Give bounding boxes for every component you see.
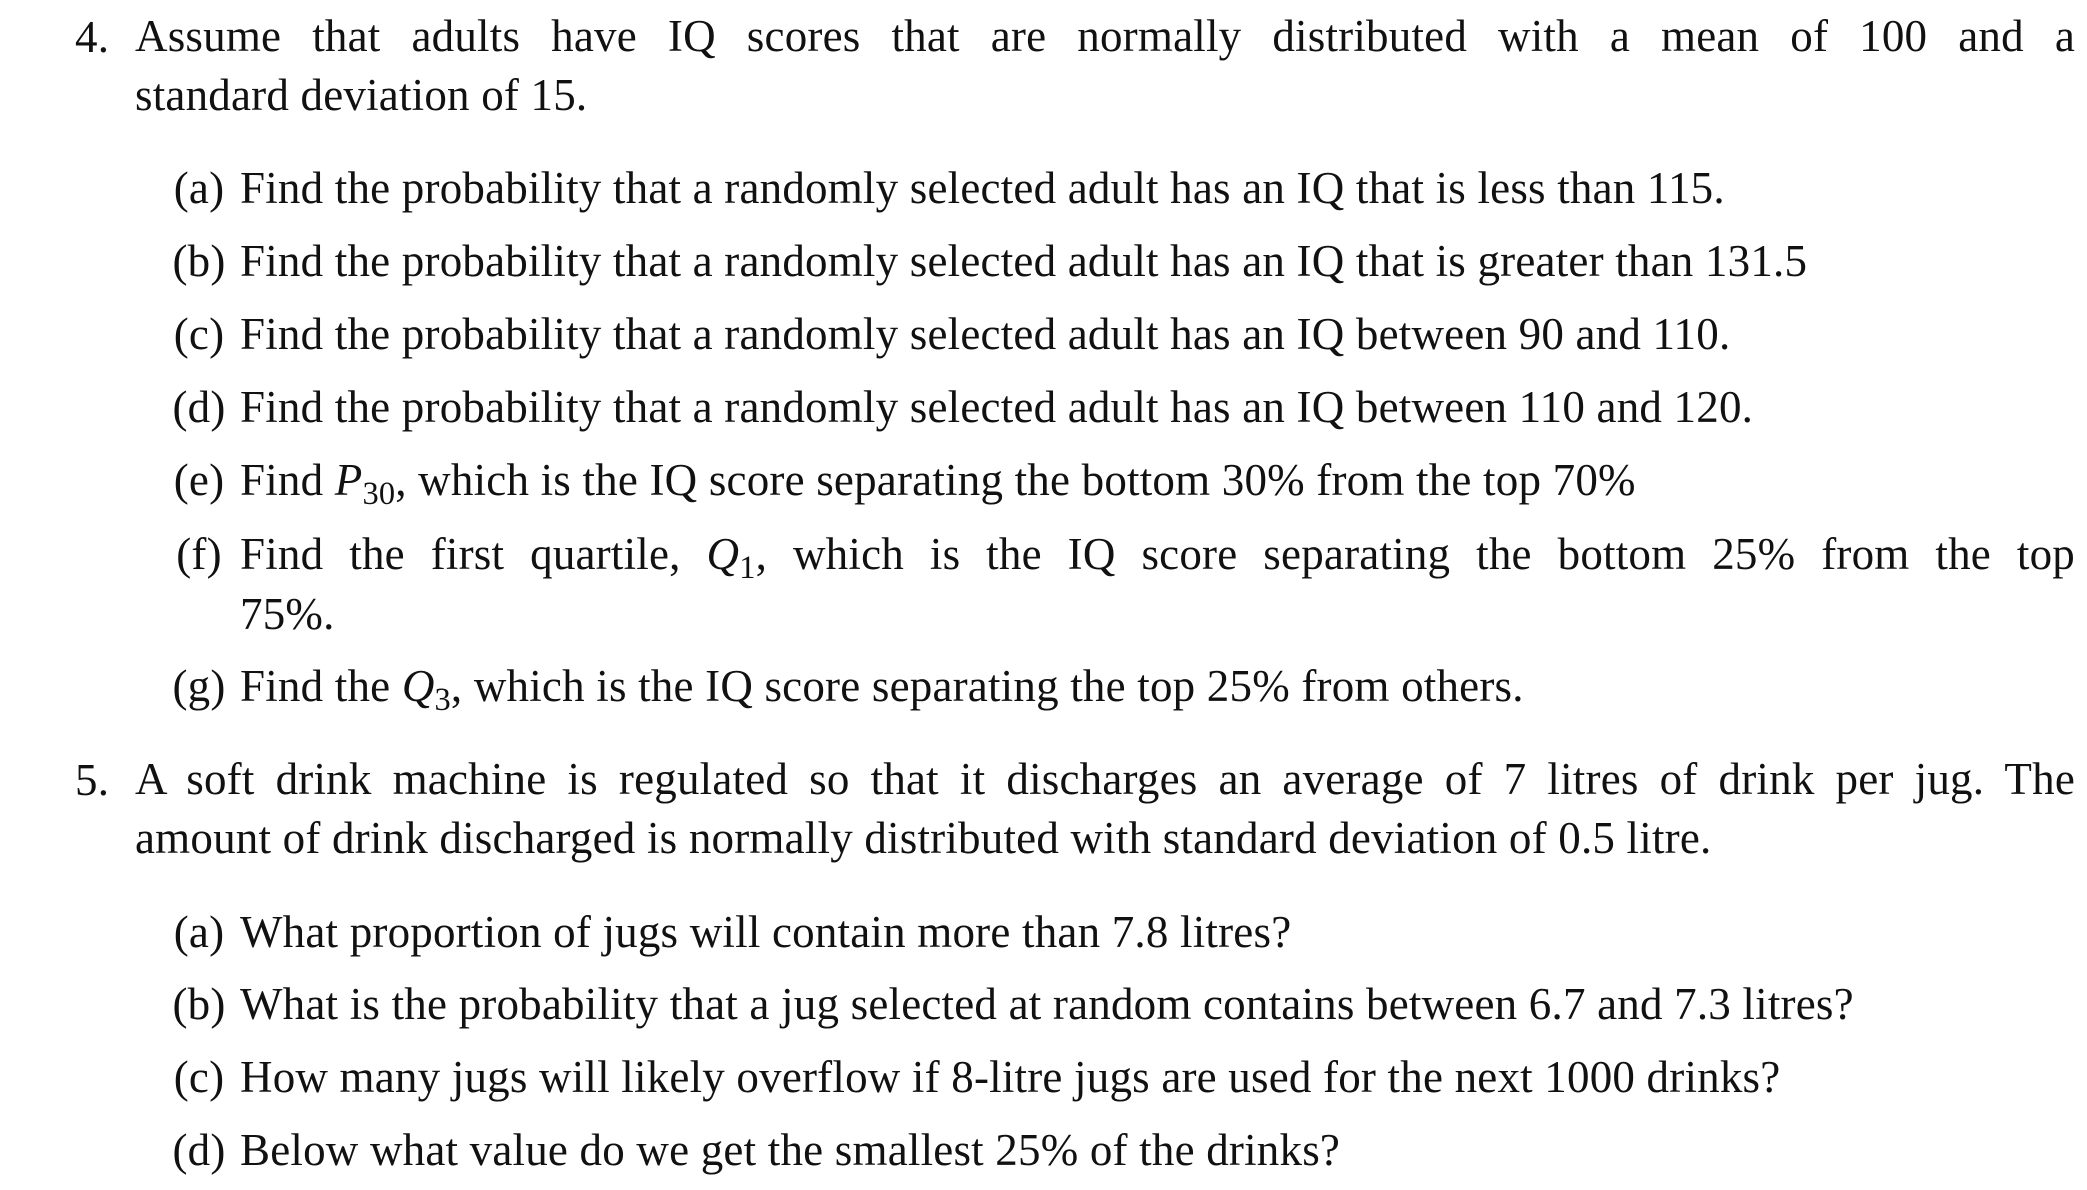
item-text-line-1	[240, 524, 2075, 587]
item-text: Find the probability that a randomly selected adult has an IQ between 110 and 120.	[240, 382, 1754, 432]
item-text-pre: Find the	[240, 661, 402, 711]
item-text-line-2: 75%.	[240, 589, 335, 639]
item-text	[240, 450, 2075, 513]
item-label: (d)	[172, 382, 226, 432]
item-label: (e)	[173, 455, 225, 505]
item-text: What is the probability that a jug selected at random contains between 6.7 and 7.3 litres?	[240, 979, 1854, 1029]
item-label: (g)	[172, 661, 226, 711]
problem-statement-line-1: A soft drink machine is regulated so that it discharges an average of 7 litres of drink per jug. The	[135, 754, 2075, 804]
math-subscript: 3	[434, 682, 451, 719]
problem-statement-line-2: standard deviation of 15.	[135, 70, 588, 120]
item-text: Find the probability that a randomly selected adult has an IQ that is less than 115.	[240, 163, 1725, 213]
item-text	[240, 656, 2075, 719]
item-text: Find the probability that a randomly selected adult has an IQ that is greater than 131.5	[240, 236, 1808, 286]
item-label: (b)	[172, 979, 226, 1029]
item-label: (f)	[176, 529, 222, 579]
math-variable: $Q_3$	[401, 661, 451, 719]
item-label: (b)	[172, 236, 226, 286]
problem-number: 4.	[75, 12, 110, 62]
item-label: (a)	[173, 907, 225, 957]
item-text-post: , which is the IQ score separating the bottom 30% from the top 70%	[395, 455, 1636, 505]
math-variable: $Q_1$	[706, 529, 756, 587]
item-text	[240, 524, 2075, 644]
item-text-pre: Find	[240, 455, 335, 505]
problem-statement	[135, 7, 2075, 125]
problem-statement-line-2: amount of drink discharged is normally distributed with standard deviation of 0.5 litre.	[135, 813, 1712, 863]
item-text: What proportion of jugs will contain more than 7.8 litres?	[240, 907, 1292, 957]
item-text-post: , which is the IQ score separating the top 25% from others.	[450, 661, 1524, 711]
item-label: (d)	[172, 1125, 226, 1175]
math-variable: $P_{30}$	[334, 455, 396, 513]
item-text: Find the probability that a randomly selected adult has an IQ between 90 and 110.	[240, 309, 1731, 359]
item-label: (c)	[173, 1052, 225, 1102]
problem-statement	[135, 750, 2075, 868]
item-label: (a)	[173, 163, 225, 213]
item-text-post: , which is the IQ score separating the bottom 25% from the top	[755, 529, 2075, 579]
item-text-pre: Find the first quartile,	[240, 529, 707, 579]
problem-statement-line-1: Assume that adults have IQ scores that are normally distributed with a mean of 100 and a	[135, 11, 2075, 61]
item-label: (c)	[173, 309, 225, 359]
item-text: Below what value do we get the smallest 25% of the drinks?	[240, 1125, 1341, 1175]
math-subscript: 1	[739, 550, 756, 587]
problem-number: 5.	[75, 755, 110, 805]
item-text: How many jugs will likely overflow if 8-litre jugs are used for the next 1000 drinks?	[240, 1052, 1781, 1102]
math-subscript: 30	[362, 476, 396, 513]
